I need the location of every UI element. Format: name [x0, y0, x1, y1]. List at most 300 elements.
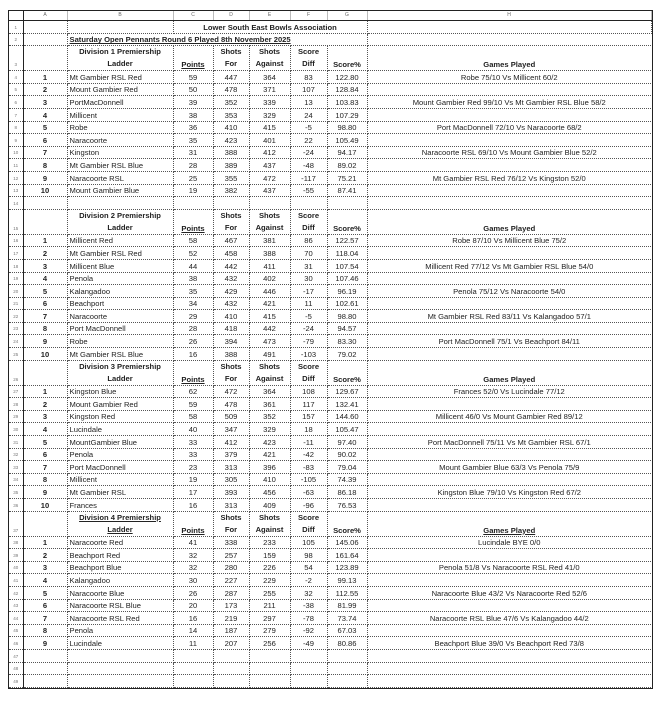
shots-against-value[interactable]: 229	[249, 574, 290, 587]
score-pct-value[interactable]: 118.04	[327, 247, 367, 260]
game-result[interactable]: Naracoorte Blue 43/2 Vs Naracoorte Red 52/6	[367, 586, 651, 599]
score-diff-value[interactable]: 117	[290, 398, 327, 411]
game-result[interactable]: Penola 51/8 Vs Naracoorte RSL Red 41/0	[367, 561, 651, 574]
cell[interactable]	[327, 675, 367, 688]
team-name[interactable]: Naracoorte RSL Red	[67, 612, 173, 625]
ladder-position[interactable]: 2	[23, 83, 67, 96]
row-header[interactable]: 17	[9, 247, 23, 260]
team-name[interactable]: Port MacDonnell	[67, 322, 173, 335]
ladder-position[interactable]: 1	[23, 536, 67, 549]
points-value[interactable]: 28	[173, 322, 213, 335]
score-pct-value[interactable]: 144.60	[327, 410, 367, 423]
cell[interactable]	[23, 360, 67, 385]
score-pct-value[interactable]: 103.83	[327, 96, 367, 109]
points-value[interactable]: 52	[173, 247, 213, 260]
shots-against-value[interactable]: 381	[249, 234, 290, 247]
ladder-position[interactable]: 3	[23, 410, 67, 423]
column-header-a[interactable]: A	[23, 11, 67, 21]
team-name[interactable]: Naracoorte	[67, 134, 173, 147]
team-name[interactable]: MountGambier Blue	[67, 436, 173, 449]
shots-against-value[interactable]: 211	[249, 599, 290, 612]
row-header[interactable]: 48	[9, 662, 23, 675]
shots-for-value[interactable]: 388	[213, 146, 249, 159]
row-header[interactable]: 18	[9, 259, 23, 272]
score-pct-value[interactable]: 74.39	[327, 473, 367, 486]
score-diff-value[interactable]: 11	[290, 297, 327, 310]
row-header[interactable]: 38	[9, 536, 23, 549]
score-pct-value[interactable]: 161.64	[327, 549, 367, 562]
shots-for-value[interactable]: 313	[213, 499, 249, 512]
row-header[interactable]: 19	[9, 272, 23, 285]
score-pct-value[interactable]: 105.49	[327, 134, 367, 147]
team-name[interactable]: Penola	[67, 448, 173, 461]
score-pct-value[interactable]: 122.57	[327, 234, 367, 247]
team-name[interactable]: Mt Gambier RSL Red	[67, 247, 173, 260]
score-diff-value[interactable]: -11	[290, 436, 327, 449]
shots-for-value[interactable]: 458	[213, 247, 249, 260]
column-header-g[interactable]: G	[327, 11, 367, 21]
cell[interactable]	[249, 649, 290, 662]
ladder-position[interactable]: 7	[23, 461, 67, 474]
score-pct-value[interactable]: 76.53	[327, 499, 367, 512]
points-value[interactable]: 11	[173, 637, 213, 650]
division-title[interactable]	[67, 209, 173, 234]
cell[interactable]	[290, 675, 327, 688]
shots-for-value[interactable]: 219	[213, 612, 249, 625]
shots-for-value[interactable]: 432	[213, 297, 249, 310]
score-pct-value[interactable]: 99.13	[327, 574, 367, 587]
ladder-position[interactable]: 1	[23, 385, 67, 398]
score-diff-value[interactable]: 70	[290, 247, 327, 260]
shots-against-value[interactable]: 233	[249, 536, 290, 549]
row-header[interactable]: 32	[9, 448, 23, 461]
ladder-position[interactable]: 9	[23, 335, 67, 348]
column-header-c[interactable]: C	[173, 11, 213, 21]
game-result[interactable]: Mount Gambier Red 99/10 Vs Mt Gambier RSL Blue 58/2	[367, 96, 651, 109]
row-header[interactable]: 10	[9, 146, 23, 159]
team-name[interactable]: Penola	[67, 624, 173, 637]
cell[interactable]	[23, 675, 67, 688]
division-title[interactable]	[67, 46, 173, 71]
ladder-position[interactable]: 7	[23, 310, 67, 323]
shots-against-value[interactable]: 226	[249, 561, 290, 574]
ladder-position[interactable]: 8	[23, 473, 67, 486]
points-value[interactable]: 41	[173, 536, 213, 549]
ladder-position[interactable]: 6	[23, 599, 67, 612]
row-header[interactable]: 39	[9, 549, 23, 562]
points-value[interactable]: 58	[173, 234, 213, 247]
game-result[interactable]: Millicent 46/0 Vs Mount Gambier Red 89/12	[367, 410, 651, 423]
team-name[interactable]: Robe	[67, 121, 173, 134]
score-pct-header[interactable]: Score%	[327, 209, 367, 234]
score-pct-value[interactable]: 123.89	[327, 561, 367, 574]
cell[interactable]	[367, 108, 651, 121]
shots-for-value[interactable]: 429	[213, 285, 249, 298]
shots-for-value[interactable]: 187	[213, 624, 249, 637]
cell[interactable]	[173, 675, 213, 688]
team-name[interactable]: Naracoorte Red	[67, 536, 173, 549]
game-result[interactable]: Naracoorte RSL 69/10 Vs Mount Gambier Blue 52/2	[367, 146, 651, 159]
points-header[interactable]: Points	[173, 46, 213, 71]
ladder-position[interactable]: 1	[23, 234, 67, 247]
team-name[interactable]: Kingston Red	[67, 410, 173, 423]
ladder-position[interactable]: 3	[23, 259, 67, 272]
score-pct-value[interactable]: 75.21	[327, 171, 367, 184]
score-diff-value[interactable]: -42	[290, 448, 327, 461]
points-value[interactable]: 38	[173, 272, 213, 285]
ladder-position[interactable]: 6	[23, 297, 67, 310]
team-name[interactable]: Naracoorte	[67, 310, 173, 323]
team-name[interactable]: Lucindale	[67, 637, 173, 650]
points-value[interactable]: 59	[173, 71, 213, 84]
score-pct-header[interactable]: Score%	[327, 360, 367, 385]
ladder-position[interactable]: 4	[23, 423, 67, 436]
game-result[interactable]: Port MacDonnell 72/10 Vs Naracoorte 68/2	[367, 121, 651, 134]
cell[interactable]	[173, 197, 213, 210]
score-diff-header[interactable]	[290, 46, 327, 71]
score-diff-value[interactable]: 83	[290, 71, 327, 84]
row-header[interactable]: 22	[9, 310, 23, 323]
team-name[interactable]: Millicent	[67, 473, 173, 486]
game-result[interactable]: Frances 52/0 Vs Lucindale 77/12	[367, 385, 651, 398]
games-played-header[interactable]: Games Played	[367, 360, 651, 385]
row-header[interactable]: 16	[9, 234, 23, 247]
points-value[interactable]: 50	[173, 83, 213, 96]
ladder-position[interactable]: 3	[23, 561, 67, 574]
shots-against-value[interactable]: 329	[249, 423, 290, 436]
shots-for-value[interactable]: 207	[213, 637, 249, 650]
shots-against-value[interactable]: 421	[249, 297, 290, 310]
shots-against-value[interactable]: 396	[249, 461, 290, 474]
cell[interactable]	[367, 662, 651, 675]
cell[interactable]	[249, 675, 290, 688]
shots-against-value[interactable]: 437	[249, 159, 290, 172]
game-result[interactable]: Robe 87/10 Vs Millicent Blue 75/2	[367, 234, 651, 247]
score-pct-value[interactable]: 94.17	[327, 146, 367, 159]
shots-against-value[interactable]: 329	[249, 108, 290, 121]
shots-for-value[interactable]: 347	[213, 423, 249, 436]
game-result[interactable]: Robe 75/10 Vs Millicent 60/2	[367, 71, 651, 84]
row-header[interactable]: 5	[9, 83, 23, 96]
shots-for-header[interactable]	[213, 511, 249, 536]
shots-for-header[interactable]	[213, 46, 249, 71]
points-value[interactable]: 35	[173, 285, 213, 298]
score-diff-value[interactable]: 24	[290, 108, 327, 121]
team-name[interactable]: Kalangadoo	[67, 285, 173, 298]
shots-for-value[interactable]: 478	[213, 83, 249, 96]
row-header[interactable]: 4	[9, 71, 23, 84]
shots-against-value[interactable]: 472	[249, 171, 290, 184]
row-header[interactable]: 41	[9, 574, 23, 587]
ladder-position[interactable]: 8	[23, 159, 67, 172]
cell[interactable]	[23, 33, 67, 46]
division-title[interactable]	[67, 511, 173, 536]
row-header[interactable]: 29	[9, 410, 23, 423]
score-diff-header[interactable]	[290, 511, 327, 536]
shots-against-value[interactable]: 446	[249, 285, 290, 298]
team-name[interactable]: Lucindale	[67, 423, 173, 436]
points-value[interactable]: 26	[173, 335, 213, 348]
shots-for-value[interactable]: 509	[213, 410, 249, 423]
score-diff-value[interactable]: 54	[290, 561, 327, 574]
team-name[interactable]: Robe	[67, 335, 173, 348]
cell[interactable]	[23, 21, 67, 34]
cell[interactable]	[367, 184, 651, 197]
score-pct-value[interactable]: 80.86	[327, 637, 367, 650]
shots-against-value[interactable]: 256	[249, 637, 290, 650]
row-header[interactable]: 8	[9, 121, 23, 134]
score-pct-value[interactable]: 89.02	[327, 159, 367, 172]
shots-against-value[interactable]: 437	[249, 184, 290, 197]
cell[interactable]	[23, 511, 67, 536]
shots-against-header[interactable]	[249, 360, 290, 385]
team-name[interactable]: Port MacDonnell	[67, 461, 173, 474]
row-header[interactable]: 44	[9, 612, 23, 625]
shots-against-value[interactable]: 442	[249, 322, 290, 335]
cell[interactable]	[367, 247, 651, 260]
score-pct-value[interactable]: 145.06	[327, 536, 367, 549]
cell[interactable]	[367, 159, 651, 172]
points-value[interactable]: 44	[173, 259, 213, 272]
shots-for-value[interactable]: 432	[213, 272, 249, 285]
shots-against-value[interactable]: 423	[249, 436, 290, 449]
game-result[interactable]: Mt Gambier RSL Red 76/12 Vs Kingston 52/0	[367, 171, 651, 184]
points-value[interactable]: 26	[173, 586, 213, 599]
score-pct-value[interactable]: 79.04	[327, 461, 367, 474]
points-value[interactable]: 25	[173, 171, 213, 184]
ladder-position[interactable]: 5	[23, 121, 67, 134]
cell[interactable]	[67, 675, 173, 688]
shots-for-header[interactable]	[213, 360, 249, 385]
team-name[interactable]: Beachport Blue	[67, 561, 173, 574]
ladder-position[interactable]: 3	[23, 96, 67, 109]
row-header[interactable]: 23	[9, 322, 23, 335]
cell[interactable]	[67, 649, 173, 662]
shots-against-value[interactable]: 410	[249, 473, 290, 486]
shots-for-value[interactable]: 287	[213, 586, 249, 599]
shots-against-value[interactable]: 402	[249, 272, 290, 285]
score-pct-value[interactable]: 105.47	[327, 423, 367, 436]
score-pct-value[interactable]: 122.80	[327, 71, 367, 84]
ladder-position[interactable]: 4	[23, 272, 67, 285]
score-pct-value[interactable]: 98.80	[327, 121, 367, 134]
score-pct-value[interactable]: 96.19	[327, 285, 367, 298]
cell[interactable]	[327, 649, 367, 662]
cell[interactable]	[367, 473, 651, 486]
score-pct-value[interactable]: 97.40	[327, 436, 367, 449]
games-played-header[interactable]: Games Played	[367, 511, 651, 536]
score-diff-value[interactable]: 86	[290, 234, 327, 247]
cell[interactable]	[327, 662, 367, 675]
score-diff-value[interactable]: -96	[290, 499, 327, 512]
cell[interactable]	[67, 197, 173, 210]
row-header[interactable]: 36	[9, 499, 23, 512]
ladder-position[interactable]: 2	[23, 398, 67, 411]
cell[interactable]	[367, 134, 651, 147]
ladder-position[interactable]: 9	[23, 486, 67, 499]
row-header[interactable]: 26	[9, 360, 23, 385]
score-diff-value[interactable]: 22	[290, 134, 327, 147]
score-pct-value[interactable]: 94.57	[327, 322, 367, 335]
row-header[interactable]: 28	[9, 398, 23, 411]
games-played-header[interactable]: Games Played	[367, 209, 651, 234]
points-header[interactable]: Points	[173, 360, 213, 385]
shots-against-value[interactable]: 415	[249, 310, 290, 323]
column-header-b[interactable]: B	[67, 11, 173, 21]
row-header[interactable]: 49	[9, 675, 23, 688]
score-diff-value[interactable]: -48	[290, 159, 327, 172]
score-diff-value[interactable]: 18	[290, 423, 327, 436]
shots-for-value[interactable]: 353	[213, 108, 249, 121]
cell[interactable]	[367, 272, 651, 285]
shots-for-value[interactable]: 447	[213, 71, 249, 84]
score-pct-value[interactable]: 83.30	[327, 335, 367, 348]
shots-for-value[interactable]: 418	[213, 322, 249, 335]
score-pct-value[interactable]: 132.41	[327, 398, 367, 411]
score-diff-value[interactable]: -38	[290, 599, 327, 612]
score-diff-value[interactable]: -49	[290, 637, 327, 650]
row-header[interactable]: 15	[9, 209, 23, 234]
shots-for-value[interactable]: 412	[213, 436, 249, 449]
score-diff-header[interactable]	[290, 360, 327, 385]
cell[interactable]	[367, 398, 651, 411]
score-pct-value[interactable]: 129.67	[327, 385, 367, 398]
row-header[interactable]: 42	[9, 586, 23, 599]
score-pct-value[interactable]: 81.99	[327, 599, 367, 612]
shots-against-value[interactable]: 415	[249, 121, 290, 134]
cell[interactable]	[367, 499, 651, 512]
cell[interactable]	[367, 348, 651, 361]
shots-against-value[interactable]: 473	[249, 335, 290, 348]
row-header[interactable]: 11	[9, 159, 23, 172]
team-name[interactable]: Millicent	[67, 108, 173, 121]
game-result[interactable]: Mt Gambier RSL Red 83/11 Vs Kalangadoo 57/1	[367, 310, 651, 323]
row-header[interactable]: 35	[9, 486, 23, 499]
row-header[interactable]: 9	[9, 134, 23, 147]
cell[interactable]	[23, 662, 67, 675]
team-name[interactable]: Mount Gambier Blue	[67, 184, 173, 197]
score-diff-header[interactable]	[290, 209, 327, 234]
ladder-position[interactable]: 9	[23, 171, 67, 184]
shots-for-value[interactable]: 352	[213, 96, 249, 109]
points-value[interactable]: 29	[173, 310, 213, 323]
points-header[interactable]: Points	[173, 511, 213, 536]
cell[interactable]	[367, 549, 651, 562]
row-header[interactable]: 40	[9, 561, 23, 574]
points-value[interactable]: 33	[173, 436, 213, 449]
score-diff-value[interactable]: -78	[290, 612, 327, 625]
sheet-subtitle[interactable]: Saturday Open Pennants Round 6 Played 8th November 2025	[67, 33, 367, 46]
team-name[interactable]: Mt Gambier RSL Blue	[67, 348, 173, 361]
score-diff-value[interactable]: -5	[290, 310, 327, 323]
points-value[interactable]: 38	[173, 108, 213, 121]
shots-against-value[interactable]: 411	[249, 259, 290, 272]
shots-against-header[interactable]	[249, 209, 290, 234]
ladder-position[interactable]: 2	[23, 549, 67, 562]
cell[interactable]	[367, 448, 651, 461]
cell[interactable]	[367, 574, 651, 587]
score-pct-value[interactable]: 90.02	[327, 448, 367, 461]
cell[interactable]	[67, 662, 173, 675]
score-diff-value[interactable]: 157	[290, 410, 327, 423]
team-name[interactable]: Mount Gambier Red	[67, 83, 173, 96]
shots-for-value[interactable]: 467	[213, 234, 249, 247]
team-name[interactable]: Kingston Blue	[67, 385, 173, 398]
score-diff-value[interactable]: -24	[290, 146, 327, 159]
shots-for-value[interactable]: 423	[213, 134, 249, 147]
ladder-position[interactable]: 7	[23, 612, 67, 625]
row-header[interactable]: 7	[9, 108, 23, 121]
row-header[interactable]: 31	[9, 436, 23, 449]
score-diff-value[interactable]: 31	[290, 259, 327, 272]
team-name[interactable]: Beachport Red	[67, 549, 173, 562]
score-diff-value[interactable]: 107	[290, 83, 327, 96]
ladder-position[interactable]: 4	[23, 574, 67, 587]
row-header[interactable]: 27	[9, 385, 23, 398]
shots-for-value[interactable]: 227	[213, 574, 249, 587]
team-name[interactable]: Naracoorte Blue	[67, 586, 173, 599]
shots-against-value[interactable]: 361	[249, 398, 290, 411]
team-name[interactable]: Kalangadoo	[67, 574, 173, 587]
row-header[interactable]: 45	[9, 624, 23, 637]
shots-against-value[interactable]: 412	[249, 146, 290, 159]
points-value[interactable]: 19	[173, 473, 213, 486]
cell[interactable]	[367, 322, 651, 335]
cell[interactable]	[173, 662, 213, 675]
row-header[interactable]: 20	[9, 285, 23, 298]
row-header[interactable]: 30	[9, 423, 23, 436]
shots-against-value[interactable]: 364	[249, 385, 290, 398]
points-value[interactable]: 14	[173, 624, 213, 637]
points-value[interactable]: 16	[173, 612, 213, 625]
team-name[interactable]: Mt Gambier RSL	[67, 486, 173, 499]
game-result[interactable]: Millicent Red 77/12 Vs Mt Gambier RSL Blue 54/0	[367, 259, 651, 272]
shots-for-value[interactable]: 280	[213, 561, 249, 574]
row-header[interactable]: 37	[9, 511, 23, 536]
score-diff-value[interactable]: 105	[290, 536, 327, 549]
points-value[interactable]: 28	[173, 159, 213, 172]
shots-against-header[interactable]	[249, 511, 290, 536]
ladder-position[interactable]: 1	[23, 71, 67, 84]
team-name[interactable]: Millicent Red	[67, 234, 173, 247]
score-pct-value[interactable]: 107.29	[327, 108, 367, 121]
score-diff-value[interactable]: 32	[290, 586, 327, 599]
ladder-position[interactable]: 5	[23, 586, 67, 599]
ladder-position[interactable]: 4	[23, 108, 67, 121]
score-pct-value[interactable]: 128.84	[327, 83, 367, 96]
shots-against-value[interactable]: 388	[249, 247, 290, 260]
ladder-position[interactable]: 2	[23, 247, 67, 260]
team-name[interactable]: Mt Gambier RSL Blue	[67, 159, 173, 172]
cell[interactable]	[213, 197, 249, 210]
ladder-position[interactable]: 8	[23, 624, 67, 637]
game-result[interactable]: Beachport Blue 39/0 Vs Beachport Red 73/8	[367, 637, 651, 650]
score-pct-value[interactable]: 73.74	[327, 612, 367, 625]
ladder-position[interactable]: 10	[23, 184, 67, 197]
shots-against-value[interactable]: 401	[249, 134, 290, 147]
ladder-position[interactable]: 8	[23, 322, 67, 335]
shots-for-value[interactable]: 313	[213, 461, 249, 474]
score-pct-value[interactable]: 86.18	[327, 486, 367, 499]
shots-for-value[interactable]: 389	[213, 159, 249, 172]
score-pct-value[interactable]: 112.55	[327, 586, 367, 599]
shots-for-value[interactable]: 478	[213, 398, 249, 411]
sheet-title[interactable]: Lower South East Bowls Association	[173, 21, 367, 34]
shots-for-value[interactable]: 257	[213, 549, 249, 562]
score-pct-value[interactable]: 98.80	[327, 310, 367, 323]
score-diff-value[interactable]: 98	[290, 549, 327, 562]
cell[interactable]	[327, 197, 367, 210]
